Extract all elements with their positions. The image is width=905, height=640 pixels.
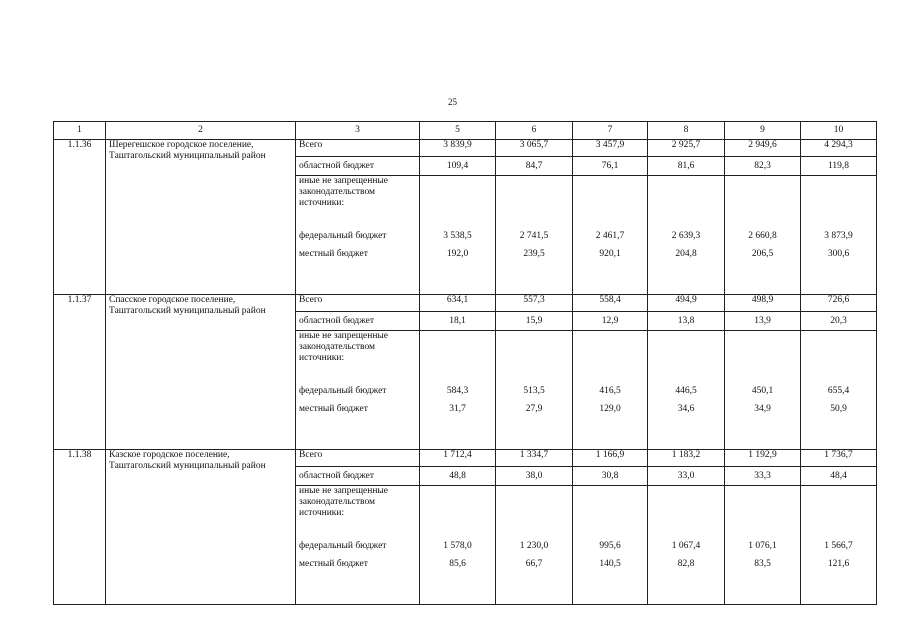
value-cell: 20,3 [801, 312, 877, 331]
spacer [804, 486, 873, 541]
federal-value: 446,5 [675, 386, 697, 396]
value-cell: 13,9 [725, 312, 801, 331]
row-label-total: Всего [296, 140, 420, 157]
value-cell: 48,8 [420, 467, 496, 486]
other-sources-cell [296, 486, 420, 605]
value-cell: 1 166,9 [573, 450, 648, 467]
value-cell: 119,8 [801, 157, 877, 176]
header-cell: 7 [573, 122, 648, 140]
federal-value: 2 660,8 [748, 231, 777, 241]
federal-value: 416,5 [599, 386, 621, 396]
other-sources-cell [296, 331, 420, 450]
federal-value: 655,4 [827, 386, 850, 396]
federal-value: 1 067,4 [671, 541, 701, 551]
spacer [728, 331, 797, 386]
value-cell: 3 065,7 [496, 140, 573, 157]
local-value: 129,0 [599, 404, 621, 414]
value-cell: 557,3 [496, 295, 573, 312]
federal-value: 3 538,5 [443, 231, 472, 241]
table-row [54, 140, 877, 157]
header-cell: 8 [648, 122, 725, 140]
value-cell: 634,1 [420, 295, 496, 312]
value-cell: 15,9 [496, 312, 573, 331]
spacer [576, 176, 644, 231]
page-number: 25 [448, 97, 457, 107]
value-cell [496, 331, 573, 450]
federal-value: 995,6 [599, 541, 621, 551]
spacer [576, 331, 644, 386]
value-cell [496, 176, 573, 295]
header-cell: 3 [296, 122, 420, 140]
row-label-local: местный бюджет [299, 559, 368, 569]
value-cell [573, 331, 648, 450]
value-cell [725, 486, 801, 605]
value-cell: 38,0 [496, 467, 573, 486]
spacer [651, 331, 721, 386]
municipality-name: Спасское городское поселение, Таштагольский муниципальный район [106, 295, 296, 450]
value-cell: 1 192,9 [725, 450, 801, 467]
table-row [54, 295, 877, 312]
local-value: 300,6 [827, 249, 850, 259]
header-cell: 5 [420, 122, 496, 140]
value-cell: 33,0 [648, 467, 725, 486]
row-code: 1.1.37 [54, 295, 106, 450]
value-cell [496, 486, 573, 605]
row-label-federal: федеральный бюджет [299, 386, 387, 396]
local-value: 50,9 [830, 404, 847, 414]
other-sources-label: иные не запрещенные законодательством источники: [299, 331, 389, 363]
value-cell [420, 486, 496, 605]
value-cell: 558,4 [573, 295, 648, 312]
local-value: 140,5 [599, 559, 621, 569]
local-value: 206,5 [751, 249, 774, 259]
other-sources-label: иные не запрещенные законодательством источники: [299, 486, 389, 518]
value-cell: 1 712,4 [420, 450, 496, 467]
row-label-regional: областной бюджет [296, 467, 420, 486]
value-cell: 48,4 [801, 467, 877, 486]
local-value: 85,6 [449, 559, 466, 569]
value-cell [648, 176, 725, 295]
federal-value: 1 566,7 [824, 541, 853, 551]
header-cell: 2 [106, 122, 296, 140]
value-cell [573, 176, 648, 295]
local-value: 83,5 [754, 559, 771, 569]
value-cell: 494,9 [648, 295, 725, 312]
local-value: 204,8 [675, 249, 697, 259]
value-cell: 76,1 [573, 157, 648, 176]
spacer [576, 486, 644, 541]
row-label-total: Всего [296, 450, 420, 467]
value-cell: 2 925,7 [648, 140, 725, 157]
federal-value: 3 873,9 [824, 231, 853, 241]
value-cell: 1 183,2 [648, 450, 725, 467]
value-cell: 33,3 [725, 467, 801, 486]
value-cell [725, 331, 801, 450]
value-cell: 498,9 [725, 295, 801, 312]
row-label-local: местный бюджет [299, 249, 368, 259]
row-code: 1.1.38 [54, 450, 106, 605]
row-label-regional: областной бюджет [296, 312, 420, 331]
value-cell [801, 176, 877, 295]
value-cell: 2 949,6 [725, 140, 801, 157]
value-cell: 13,8 [648, 312, 725, 331]
other-sources-label: иные не запрещенные законодательством источники: [299, 176, 389, 208]
funding-table [53, 121, 877, 605]
spacer [804, 331, 873, 386]
value-cell: 726,6 [801, 295, 877, 312]
value-cell: 30,8 [573, 467, 648, 486]
local-value: 66,7 [525, 559, 543, 569]
spacer [423, 486, 492, 541]
value-cell: 18,1 [420, 312, 496, 331]
value-cell [648, 486, 725, 605]
federal-value: 584,3 [446, 386, 469, 396]
value-cell: 3 839,9 [420, 140, 496, 157]
table-row [54, 450, 877, 467]
value-cell: 1 334,7 [496, 450, 573, 467]
federal-value: 2 741,5 [519, 231, 549, 241]
value-cell: 82,3 [725, 157, 801, 176]
spacer [499, 486, 569, 541]
spacer [804, 176, 873, 231]
federal-value: 2 639,3 [671, 231, 701, 241]
local-value: 121,6 [827, 559, 850, 569]
spacer [499, 176, 569, 231]
value-cell: 4 294,3 [801, 140, 877, 157]
value-cell [801, 486, 877, 605]
row-label-federal: федеральный бюджет [299, 231, 387, 241]
spacer [651, 176, 721, 231]
local-value: 31,7 [449, 404, 466, 414]
value-cell: 3 457,9 [573, 140, 648, 157]
spacer [728, 176, 797, 231]
spacer [423, 176, 492, 231]
federal-value: 2 461,7 [595, 231, 625, 241]
value-cell: 12,9 [573, 312, 648, 331]
row-label-federal: федеральный бюджет [299, 541, 387, 551]
federal-value: 513,5 [523, 386, 545, 396]
municipality-name: Казское городское поселение, Таштагольский муниципальный район [106, 450, 296, 605]
header-cell: 1 [54, 122, 106, 140]
federal-value: 1 230,0 [519, 541, 549, 551]
row-label-local: местный бюджет [299, 404, 368, 414]
value-cell: 109,4 [420, 157, 496, 176]
federal-value: 1 076,1 [748, 541, 777, 551]
header-cell: 9 [725, 122, 801, 140]
local-value: 27,9 [525, 404, 543, 414]
federal-value: 450,1 [751, 386, 774, 396]
value-cell [420, 331, 496, 450]
row-code: 1.1.36 [54, 140, 106, 295]
value-cell: 84,7 [496, 157, 573, 176]
spacer [728, 486, 797, 541]
spacer [423, 331, 492, 386]
value-cell [725, 176, 801, 295]
value-cell: 1 736,7 [801, 450, 877, 467]
spacer [651, 486, 721, 541]
row-label-regional: областной бюджет [296, 157, 420, 176]
value-cell: 81,6 [648, 157, 725, 176]
municipality-name: Шерегешское городское поселение, Таштагольский муниципальный район [106, 140, 296, 295]
header-cell: 10 [801, 122, 877, 140]
local-value: 34,6 [677, 404, 695, 414]
value-cell [573, 486, 648, 605]
value-cell [648, 331, 725, 450]
value-cell [420, 176, 496, 295]
local-value: 34,9 [754, 404, 771, 414]
local-value: 192,0 [446, 249, 469, 259]
local-value: 82,8 [677, 559, 695, 569]
row-label-total: Всего [296, 295, 420, 312]
value-cell [801, 331, 877, 450]
local-value: 239,5 [523, 249, 545, 259]
header-cell: 6 [496, 122, 573, 140]
spacer [499, 331, 569, 386]
header-row [54, 122, 877, 140]
other-sources-cell [296, 176, 420, 295]
local-value: 920,1 [599, 249, 621, 259]
federal-value: 1 578,0 [443, 541, 472, 551]
